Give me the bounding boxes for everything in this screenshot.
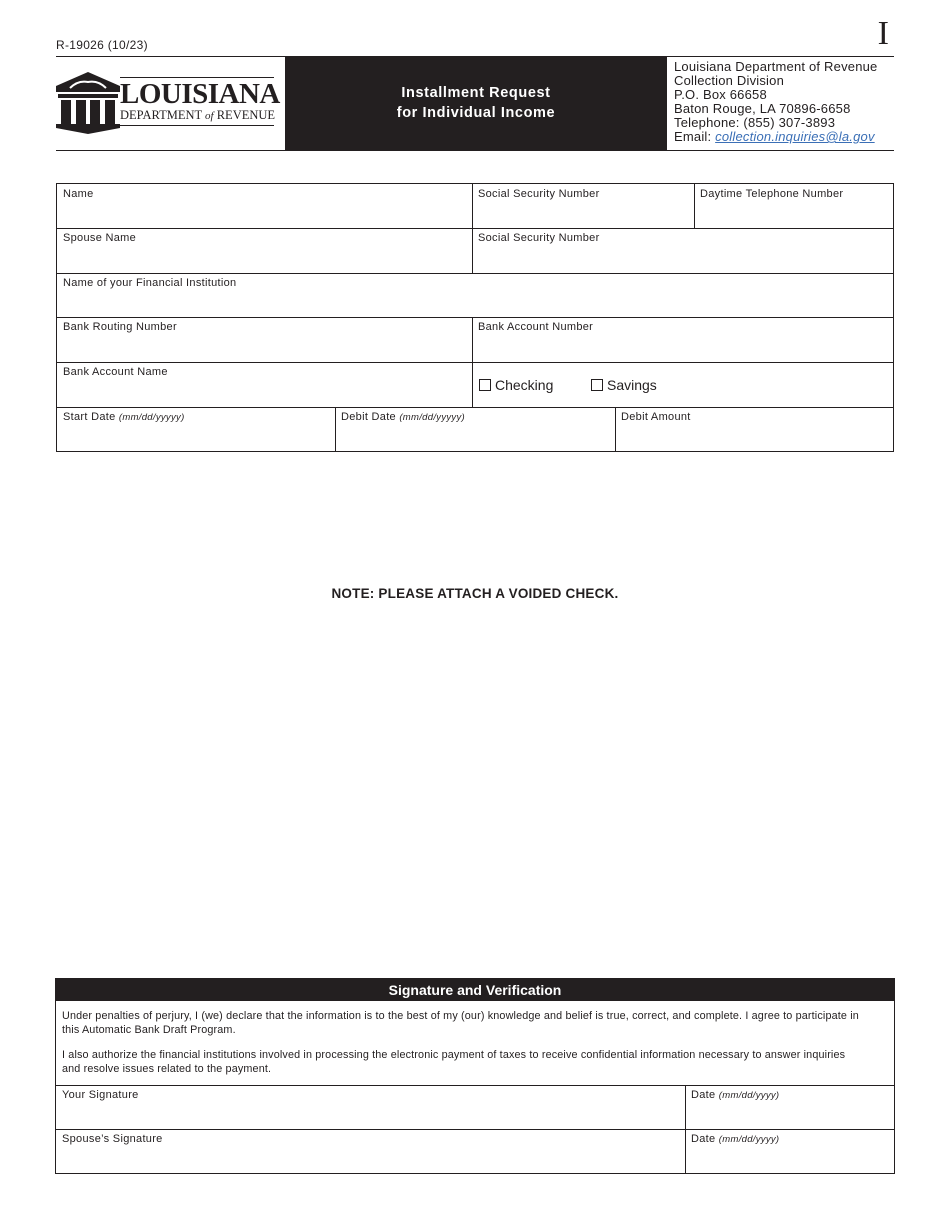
name-label: Name <box>63 188 94 200</box>
name-field[interactable] <box>57 184 472 228</box>
spouse-date-label <box>691 1133 779 1145</box>
debit-date-format: (mm/dd/yyyyy) <box>399 412 465 423</box>
savings-label: Savings <box>607 377 657 393</box>
authorization-statement: I also authorize the financial institutions involved in processing the electronic payment of taxes to receive confidential information necessary to answer inquiries and resolve issues related to the payment. <box>62 1049 846 1075</box>
savings-option[interactable] <box>591 377 657 393</box>
start-date-format: (mm/dd/yyyyy) <box>118 412 185 423</box>
checking-label: Checking <box>495 377 554 393</box>
contact-line-1: Louisiana Department of Revenue <box>674 59 878 74</box>
debit-amount-field[interactable] <box>615 407 894 452</box>
logo-dept-post: REVENUE <box>216 108 276 122</box>
logo-rule-bottom <box>120 125 274 126</box>
routing-number-field[interactable] <box>57 317 472 362</box>
institution-field[interactable] <box>57 273 894 317</box>
your-signature-field[interactable] <box>56 1085 685 1129</box>
ssn-label: Social Security Number <box>478 188 600 200</box>
logo-wordmark: LOUISIANA <box>120 78 280 110</box>
email-label: Email: <box>674 129 716 144</box>
account-number-field[interactable] <box>472 317 894 362</box>
spouse-date-format: (mm/dd/yyyy) <box>718 1134 780 1145</box>
form-code: R-19026 (10/23) <box>56 38 148 52</box>
institution-label: Name of your Financial Institution <box>63 277 237 289</box>
spouse-name-field[interactable] <box>57 228 472 273</box>
phone-label: Daytime Telephone Number <box>700 188 844 200</box>
account-number-label: Bank Account Number <box>478 321 594 333</box>
columns-logo-icon <box>56 72 120 134</box>
spouse-signature-label: Spouse’s Signature <box>62 1133 163 1145</box>
contact-line-5: Telephone: (855) 307-3893 <box>674 115 836 130</box>
logo-dept-pre: DEPARTMENT <box>120 108 202 122</box>
signature-date-label <box>691 1089 779 1101</box>
checking-option[interactable] <box>479 377 553 393</box>
start-date-field[interactable] <box>57 407 335 452</box>
debit-date-text: Debit Date <box>341 411 396 423</box>
debit-date-label <box>341 411 465 423</box>
phone-field[interactable] <box>694 184 894 228</box>
signature-date-field[interactable] <box>685 1085 894 1129</box>
spouse-date-field[interactable] <box>685 1129 894 1173</box>
signature-title: Signature and Verification <box>56 979 894 1001</box>
contact-email-line <box>674 130 878 144</box>
spouse-signature-field[interactable] <box>56 1129 685 1173</box>
contact-line-4: Baton Rouge, LA 70896-6658 <box>674 101 851 116</box>
checking-checkbox[interactable] <box>479 379 491 391</box>
contact-block <box>674 60 878 144</box>
form-title <box>285 56 667 150</box>
title-line-2: for Individual Income <box>396 105 556 121</box>
contact-line-2: Collection Division <box>674 73 785 88</box>
contact-line-3: P.O. Box 66658 <box>674 87 767 102</box>
account-name-label: Bank Account Name <box>63 366 168 378</box>
routing-number-label: Bank Routing Number <box>63 321 177 333</box>
date-format: (mm/dd/yyyy) <box>718 1090 780 1101</box>
savings-checkbox[interactable] <box>591 379 603 391</box>
title-line-1: Installment Request <box>401 85 551 101</box>
spouse-ssn-label: Social Security Number <box>478 232 600 244</box>
spouse-date-text: Date <box>691 1133 716 1145</box>
form-header <box>56 56 894 151</box>
your-signature-label: Your Signature <box>62 1089 139 1101</box>
account-type-group <box>472 362 894 407</box>
date-text: Date <box>691 1089 716 1101</box>
debit-amount-label: Debit Amount <box>621 411 691 423</box>
debit-date-field[interactable] <box>335 407 615 452</box>
perjury-statement: Under penalties of perjury, I (we) declare that the information is to the best of my (our) knowledge and belief is true, correct, and complete. I agree to participate in this Automatic Bank Draft Program. <box>62 1010 859 1036</box>
ldr-logo <box>56 72 280 134</box>
logo-dept <box>120 108 275 123</box>
spouse-ssn-field[interactable] <box>472 228 894 273</box>
start-date-text: Start Date <box>63 411 116 423</box>
account-name-field[interactable] <box>57 362 472 407</box>
logo-dept-of: of <box>205 110 214 122</box>
spouse-name-label: Spouse Name <box>63 232 137 244</box>
form-letter: I <box>877 15 889 52</box>
header-top-rule <box>56 56 285 57</box>
header-top-rule-right <box>667 56 894 57</box>
ssn-field[interactable] <box>472 184 694 228</box>
voided-check-note: NOTE: PLEASE ATTACH A VOIDED CHECK. <box>331 586 619 601</box>
signature-section <box>55 978 895 1174</box>
start-date-label <box>63 411 185 423</box>
email-link[interactable]: collection.inquiries@la.gov <box>715 129 875 144</box>
taxpayer-bank-form <box>56 183 894 452</box>
